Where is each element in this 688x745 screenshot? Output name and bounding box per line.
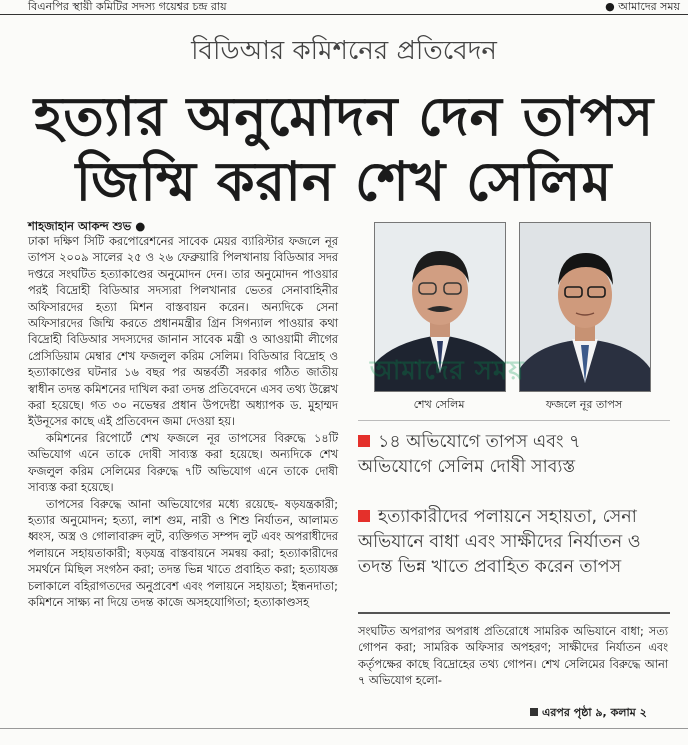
photo-caption: ফজলে নূর তাপস — [545, 398, 623, 411]
body-paragraph: কমিশনের রিপোর্টে শেখ ফজলে নূর তাপসের বিরুদ্ধে ১৪টি অভিযোগ এনে তাকে দোষী সাব্যস্ত করা হয়েছে। অন্যদিকে শেখ ফজলুল করিম সেলিমের বিরুদ্ধে ৭টি অভিযোগ এনে তাকে দোষী সাব্যস্ত করা হয়েছে। — [28, 431, 338, 495]
highlight-text: ১৪ অভিযোগে তাপস এবং ৭ অভিযোগে সেলিম দোষী সাব্যস্ত — [358, 432, 581, 477]
red-square-icon — [358, 435, 370, 447]
highlight-bullet — [358, 430, 658, 480]
body-column — [28, 234, 338, 611]
body-paragraph: তাপসের বিরুদ্ধে আনা অভিযোগের মধ্যে রয়েছে- ষড়যন্ত্রকারী; হত্যার অনুমোদন; হত্যা, লাশ গুম, নারী ও শিশু নির্যাতন, আলামত ধ্বংস, অস্ত্র ও গোলাবারুদ লুট, ব্যক্তিগত সম্পদ লুট এবং অপরাধীদের পলায়নে সহায়তাকারী; ষড়যন্ত্র বাস্তবায়নে সমন্বয় করা; হত্যাকারীদের সমর্থনে মিছিল সংগঠন করা; তদন্ত ভিন্ন খাতে প্রবাহিত করা; হত্যাযজ্ঞ চলাকালে বহিরাগতদের অনুপ্রবেশ এবং পলায়নে সহায়তা; ইন্ধনদাতা; কমিশনে সাক্ষ্য না দিয়ে তদন্ত কাজে অসহযোগিতা; হত্যাকাণ্ডসহ — [28, 497, 338, 609]
headline-line-1: হত্যার অনুমোদন দেন তাপস — [33, 85, 655, 148]
top-bar — [0, 0, 688, 14]
kicker: বিডিআর কমিশনের প্রতিবেদন — [191, 36, 497, 66]
body-paragraph: ঢাকা দক্ষিণ সিটি করপোরেশনের সাবেক মেয়র ব্যারিস্টার ফজলে নূর তাপস ২০০৯ সালের ২৫ ও ২৬ ফেব্রুয়ারি পিলখানায় বিডিআর সদর দপ্তরে সংঘটিত হত্যাকাণ্ডের অনুমোদন দেন। তার অনুমোদন পাওয়ার পরই বিদ্রোহী বিডিআর সদস্যরা পিলখানার ভেতর সেনাবাহিনীর অফিসারদের হত্যা মিশন বাস্তবায়ন করেন। অন্যদিকে সেনা অফিসারদের জিম্মি করতে প্রধানমন্ত্রীর গ্রিন সিগন্যাল পাওয়ার কথা বিদ্রোহী বিডিআর সদস্যদের জানান সাবেক মন্ত্রী ও আওয়ামী লীগের প্রেসিডিয়াম মেম্বার শেখ ফজলুল করিম সেলিম। বিডিআর বিদ্রোহ ও হত্যাকাণ্ডের ঘটনার ১৬ বছর পর অন্তর্বর্তী সরকার গঠিত জাতীয় স্বাধীন তদন্ত কমিশনের দাখিল করা তদন্ত প্রতিবেদনে এসব তথ্য উল্লেখ করা হয়েছে। গত ৩০ নভেম্বর প্রধান উপদেষ্টা অধ্যাপক ড. মুহাম্মদ ইউনূসের কাছে এই প্রতিবেদন জমা দেওয়া হয়। — [28, 235, 338, 429]
right-body-column: সংঘটিত অপরাপর অপরাধ প্রতিরোধে সামরিক অভিযানে বাধা; সত্য গোপন করা; সামরিক অফিসার অপহরণ; সাক্ষীদের নির্যাতন এবং কর্তৃপক্ষের কাছে বিদ্রোহের তথ্য গোপন। শেখ সেলিমের বিরুদ্ধে আনা ৭ অভিযোগ হলো- — [358, 625, 668, 688]
highlight-text: হত্যাকারীদের পলায়নে সহায়তা, সেনা অভিযানে বাধা এবং সাক্ষীদের নির্যাতন ও তদন্ত ভিন্ন খাতে প্রবাহিত করেন তাপস — [358, 507, 641, 577]
watermark: আমাদের সময় — [370, 356, 525, 386]
photo-fazle-noor-taposh — [519, 222, 651, 392]
top-rule — [0, 14, 688, 15]
top-bar-left-text: বিএনপির স্থায়ী কমিটির সদস্য গয়েশ্বর চন্দ্র রায় — [28, 0, 227, 13]
top-bar-right-text: ● আমাদের সময় — [605, 0, 680, 13]
byline: শাহজাহান আকন্দ শুভ ● — [28, 219, 146, 233]
red-square-icon — [358, 510, 370, 522]
bottom-rule — [0, 728, 688, 729]
continued-note — [530, 704, 647, 723]
highlight-bullet — [358, 505, 658, 580]
divider — [358, 612, 670, 614]
headline-line-2: জিম্মি করান শেখ সেলিম — [75, 150, 613, 213]
publication-name: আমাদের সময় — [618, 0, 680, 13]
continued-text: এরপর পৃষ্ঠা ৯, কলাম ২ — [542, 706, 647, 719]
photo-caption: শেখ সেলিম — [413, 398, 465, 411]
divider — [358, 420, 670, 421]
square-bullet-icon — [530, 708, 538, 716]
portrait-image — [520, 223, 650, 391]
